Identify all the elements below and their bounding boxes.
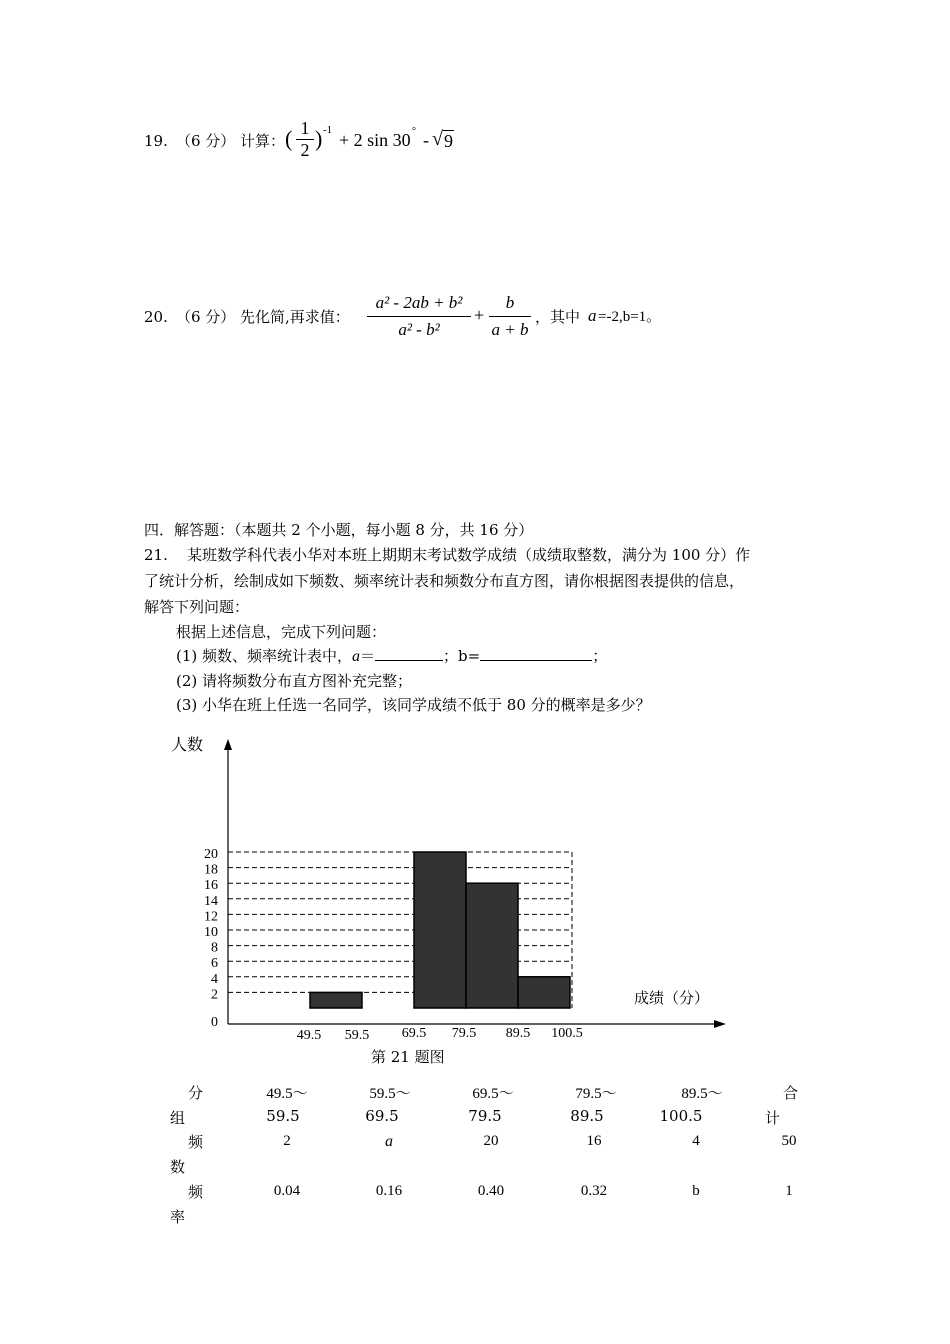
q20-frac2-den: a + b	[491, 320, 529, 339]
table-freq-cell-4: 16	[586, 1133, 602, 1149]
y-tick-label-16: 16	[204, 878, 218, 894]
x-tick-labels	[297, 1026, 583, 1043]
q19-degree: °	[412, 126, 416, 137]
q19-frac-num: 1	[300, 118, 310, 138]
y-tick-label-14: 14	[204, 893, 218, 909]
table-header-col-2-top: 59.5～	[369, 1086, 411, 1102]
q21-line-3: 解答下列问题：	[144, 598, 250, 616]
histogram-bar-79.5-89.5	[466, 883, 518, 1008]
q19-points: （6 分）	[176, 132, 236, 150]
table-freq-label-bottom: 数	[170, 1158, 186, 1176]
q20-condition-rest: =-2,b=1。	[598, 309, 662, 325]
table-header-col-1-bottom: 59.5	[266, 1107, 300, 1125]
y-axis-arrow-icon	[224, 739, 232, 750]
table-header-total-bottom: 计	[765, 1109, 781, 1127]
q21-sub1-end: ；	[592, 647, 608, 665]
q19-rest: + 2 sin 30	[339, 130, 411, 150]
table-header-col-3-top: 69.5～	[472, 1086, 514, 1102]
x-tick-label-59.5: 59.5	[344, 1028, 370, 1043]
table-freq-cell-1: 2	[283, 1133, 291, 1149]
q20-frac1-num: a² - 2ab + b²	[375, 293, 463, 312]
table-rate-cell-4: 0.32	[580, 1183, 608, 1199]
y-tick-label-4: 4	[211, 971, 218, 987]
q21-sub1-var: a	[352, 648, 361, 665]
q21-sub-3: (3) 小华在班上任选一名同学，该同学成绩不低于 80 分的概率是多少？	[176, 696, 651, 714]
y-tick-label-18: 18	[204, 862, 218, 878]
chart-caption: 第 21 题图	[371, 1048, 445, 1066]
q20-plus: +	[474, 305, 485, 325]
q19-exponent: -1	[323, 124, 333, 136]
q20-frac2-num: b	[505, 293, 515, 312]
q19-minus: -	[423, 130, 429, 150]
x-axis-label: 成绩（分）	[634, 989, 710, 1007]
x-tick-label-100.5: 100.5	[551, 1026, 583, 1041]
y-axis-label: 人数	[171, 735, 204, 754]
histogram-bar-49.5-59.5	[310, 992, 362, 1008]
table-header-total-top: 合	[783, 1084, 799, 1102]
q21-intro: 根据上述信息，完成下列问题：	[176, 623, 387, 641]
q21-line-1: 某班数学科代表小华对本班上期期末考试数学成绩（成绩取整数，满分为 100 分）作	[187, 546, 751, 564]
table-header-col-3-bottom: 79.5	[468, 1107, 502, 1125]
table-header-col-4-bottom: 89.5	[570, 1107, 604, 1125]
section-4-heading: 四．解答题：（本题共 2 个小题，每小题 8 分，共 16 分）	[144, 521, 534, 539]
q19-number: 19.	[144, 132, 168, 150]
q21-number: 21.	[144, 546, 168, 564]
table-freq-cell-5: 4	[692, 1133, 700, 1149]
table-header-col-5-top: 89.5～	[681, 1086, 723, 1102]
table-rate-total: 1	[785, 1183, 793, 1199]
y-tick-label-6: 6	[211, 956, 218, 972]
x-tick-label-89.5: 89.5	[505, 1026, 531, 1041]
table-rate-cell-3: 0.40	[477, 1183, 505, 1199]
y-tick-label-10: 10	[204, 925, 218, 940]
q21-sub-2: (2) 请将频数分布直方图补充完整；	[176, 672, 413, 690]
q20-condition-prefix: ，其中	[535, 308, 581, 326]
table-header-col-1-top: 49.5～	[266, 1086, 308, 1102]
q20-condition-var: a	[588, 306, 597, 325]
y-tick-label-8: 8	[211, 940, 218, 956]
y-tick-label-12: 12	[204, 909, 218, 925]
table-header-label-bottom: 组	[170, 1109, 186, 1127]
x-tick-label-49.5: 49.5	[296, 1028, 322, 1043]
x-tick-label-79.5: 79.5	[451, 1026, 477, 1041]
table-rate-cell-2: 0.16	[375, 1183, 403, 1199]
x-tick-label-69.5: 69.5	[401, 1026, 427, 1041]
table-header-label-top: 分	[188, 1084, 204, 1102]
q21-line-2: 了统计分析，绘制成如下频数、频率统计表和频数分布直方图，请你根据图表提供的信息，	[144, 572, 745, 590]
table-freq-cell-2: a	[385, 1133, 393, 1150]
q20-instruction: 先化简,再求值：	[240, 308, 350, 326]
histogram-bar-69.5-79.5	[414, 852, 466, 1008]
q21-sub1-sep: ；b=	[443, 647, 481, 665]
q20-points: （6 分）	[176, 308, 236, 326]
table-rate-label-bottom: 率	[170, 1208, 186, 1226]
table-freq-total: 50	[781, 1133, 797, 1149]
q21-sub1-eq: ＝	[360, 647, 376, 665]
q19-instruction: 计算：	[240, 132, 286, 150]
x-axis-arrow-icon	[714, 1020, 726, 1028]
table-header-col-5-bottom: 100.5	[659, 1107, 703, 1125]
histogram-bar-89.5-100.5	[518, 977, 570, 1008]
q20-number: 20.	[144, 308, 168, 326]
q19-paren-open: (	[285, 126, 293, 151]
q19-radicand: 9	[444, 131, 453, 151]
q21-sub1-prefix: (1) 频数、频率统计表中，	[176, 647, 353, 665]
q19-paren-close: )	[315, 126, 323, 151]
y-tick-label-20: 20	[204, 847, 218, 862]
table-freq-cell-3: 20	[483, 1133, 499, 1149]
table-rate-label-top: 频	[188, 1183, 204, 1201]
table-rate-cell-5: b	[692, 1183, 700, 1199]
table-header-col-4-top: 79.5～	[575, 1086, 617, 1102]
y-tick-label-2: 2	[211, 987, 218, 1003]
table-freq-label-top: 频	[188, 1133, 204, 1151]
y-tick-labels	[204, 847, 218, 1030]
y-tick-label-0: 0	[211, 1015, 218, 1030]
table-header-col-2-bottom: 69.5	[365, 1107, 399, 1125]
table-rate-cell-1: 0.04	[273, 1183, 301, 1199]
q19-radical: √	[432, 128, 443, 150]
q19-frac-den: 2	[300, 140, 310, 160]
q20-frac1-den: a² - b²	[398, 320, 440, 339]
